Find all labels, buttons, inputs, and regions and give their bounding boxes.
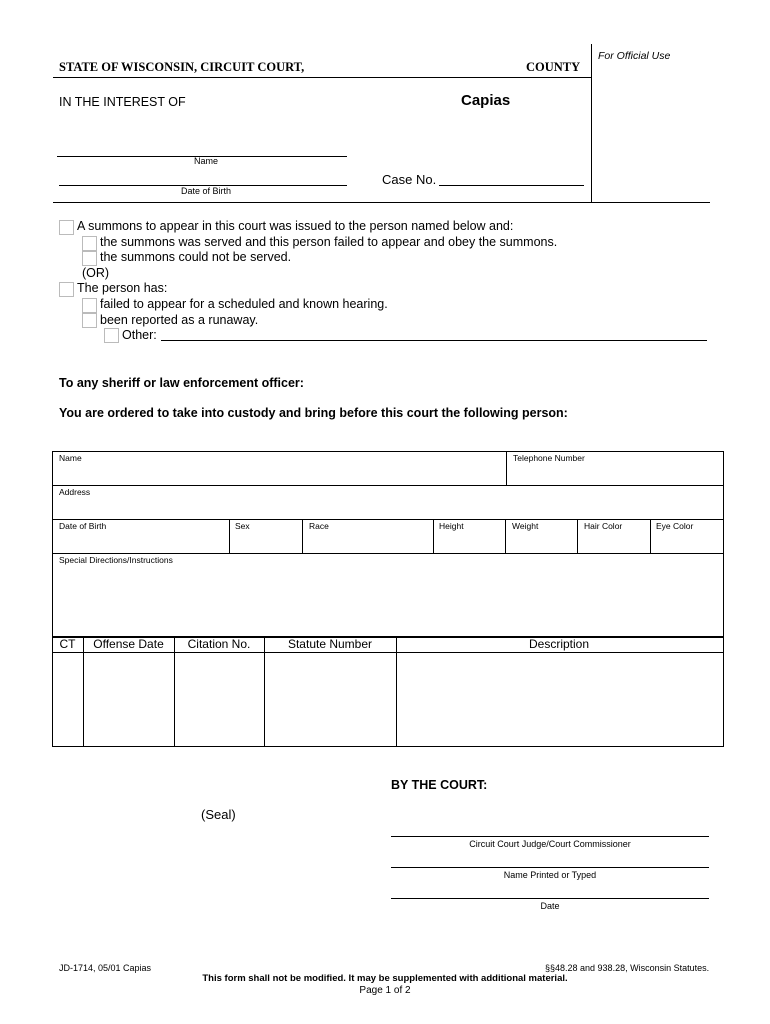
date-caption: Date	[540, 901, 560, 911]
failed-to-appear-text: failed to appear for a scheduled and known hearing.	[100, 297, 388, 311]
name-printed-line[interactable]	[391, 867, 709, 868]
other-checkbox[interactable]	[104, 328, 119, 343]
summons-served-text: the summons was served and this person failed to appear and obey the summons.	[100, 235, 558, 249]
col-divider	[433, 519, 434, 553]
person-has-text: The person has:	[77, 281, 168, 295]
other-label: Other:	[122, 328, 157, 342]
ct-header: CT	[59, 637, 76, 651]
col-divider	[83, 636, 84, 746]
description-header: Description	[528, 637, 590, 651]
row-divider	[52, 485, 723, 486]
citation-no-header: Citation No.	[187, 637, 251, 651]
person-name-field[interactable]: Name	[59, 453, 82, 463]
modification-notice: This form shall not be modified. It may be supplemented with additional material.	[202, 973, 568, 984]
hair-color-field[interactable]: Hair Color	[584, 521, 623, 531]
failed-to-appear-checkbox[interactable]	[82, 298, 97, 313]
date-line[interactable]	[391, 898, 709, 899]
officer-heading: To any sheriff or law enforcement officer:	[59, 376, 304, 390]
county-heading: COUNTY	[526, 60, 581, 74]
address-field[interactable]: Address	[59, 487, 91, 497]
col-divider	[650, 519, 651, 553]
person-info-table	[52, 451, 724, 638]
special-directions-field[interactable]: Special Directions/Instructions	[59, 555, 173, 565]
or-text: (OR)	[82, 266, 110, 280]
case-no-label: Case No.	[382, 172, 437, 187]
col-divider	[302, 519, 303, 553]
official-use-label: For Official Use	[598, 50, 671, 62]
person-has-checkbox[interactable]	[59, 282, 74, 297]
col-divider	[174, 636, 175, 746]
by-the-court: BY THE COURT:	[391, 778, 488, 792]
race-field[interactable]: Race	[309, 521, 329, 531]
height-field[interactable]: Height	[439, 521, 464, 531]
sex-field[interactable]: Sex	[235, 521, 250, 531]
header-rule	[53, 77, 591, 78]
col-divider	[396, 636, 397, 746]
eye-color-field[interactable]: Eye Color	[656, 521, 694, 531]
custody-order: You are ordered to take into custody and bring before this court the following person:	[59, 406, 568, 420]
judge-signature-line[interactable]	[391, 836, 709, 837]
summons-not-served-text: the summons could not be served.	[100, 250, 292, 264]
col-divider	[264, 636, 265, 746]
summons-issued-checkbox[interactable]	[59, 220, 74, 235]
summons-served-checkbox[interactable]	[82, 236, 97, 251]
offense-header-rule	[52, 652, 723, 653]
interest-of-label: IN THE INTEREST OF	[59, 95, 186, 109]
col-divider	[577, 519, 578, 553]
name-caption: Name	[194, 156, 219, 166]
offense-date-header: Offense Date	[93, 637, 164, 651]
col-divider	[506, 451, 507, 485]
dob-caption: Date of Birth	[181, 186, 232, 196]
case-no-line[interactable]	[439, 185, 584, 186]
page-number: Page 1 of 2	[359, 985, 411, 996]
page-title: Capias	[461, 92, 511, 109]
statute-number-header: Statute Number	[287, 637, 373, 651]
telephone-field[interactable]: Telephone Number	[513, 453, 585, 463]
weight-field[interactable]: Weight	[512, 521, 539, 531]
row-divider	[52, 553, 723, 554]
state-court-heading: STATE OF WISCONSIN, CIRCUIT COURT,	[59, 60, 305, 74]
name-printed-caption: Name Printed or Typed	[503, 870, 597, 880]
runaway-text: been reported as a runaway.	[100, 313, 259, 327]
form-id: JD-1714, 05/01 Capias	[59, 963, 152, 973]
summons-not-served-checkbox[interactable]	[82, 251, 97, 266]
person-dob-field[interactable]: Date of Birth	[59, 521, 107, 531]
row-divider	[52, 519, 723, 520]
col-divider	[505, 519, 506, 553]
other-line[interactable]	[161, 340, 707, 341]
official-use-divider	[591, 44, 592, 203]
statutes-citation: §§48.28 and 938.28, Wisconsin Statutes.	[545, 963, 710, 973]
runaway-checkbox[interactable]	[82, 313, 97, 328]
header-bottom-rule	[53, 202, 710, 203]
judge-caption: Circuit Court Judge/Court Commissioner	[469, 839, 631, 849]
summons-issued-text: A summons to appear in this court was issued to the person named below and:	[77, 219, 514, 233]
col-divider	[229, 519, 230, 553]
seal-label: (Seal)	[201, 807, 236, 822]
